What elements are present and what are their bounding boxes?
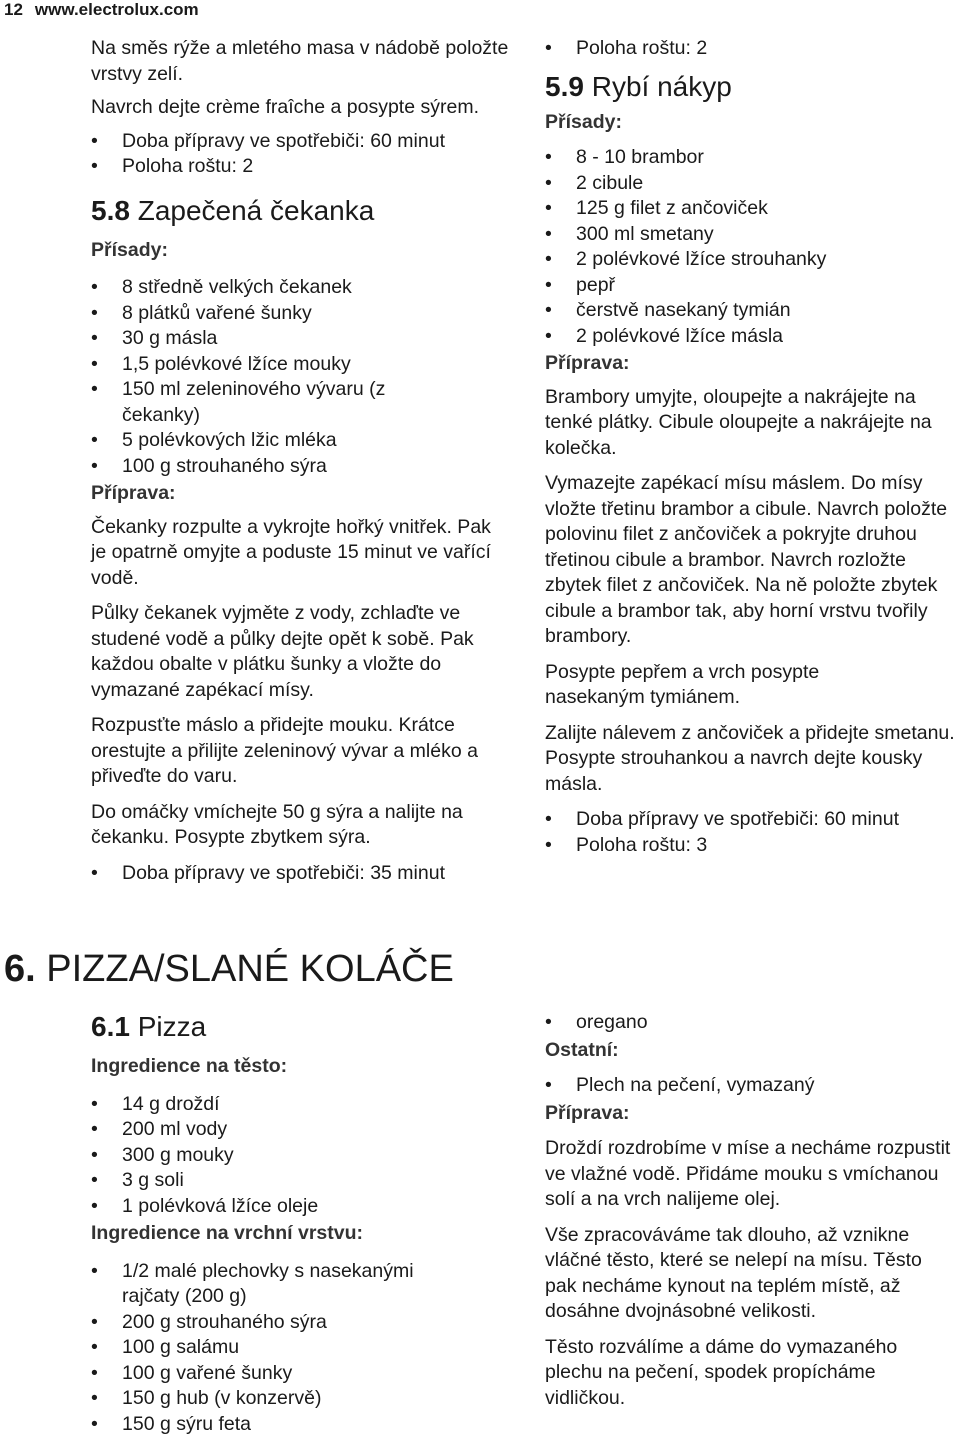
- list-item: • 2 polévkové lžíce másla: [545, 324, 957, 350]
- time-bullets: [545, 807, 957, 858]
- bottom-right-column: [545, 1010, 959, 1421]
- intro-paragraph: Na směs rýže a mletého masa v nádobě položte vrstvy zelí.: [91, 37, 509, 85]
- section-heading: [91, 1010, 526, 1044]
- prep-paragraph: Posypte pepřem a vrch posypte nasekaným tymiánem.: [545, 660, 820, 708]
- list-item: • 2 polévkové lžíce strouhanky: [545, 247, 957, 273]
- list-item: • Doba přípravy ve spotřebiči: 60 minut: [545, 807, 957, 833]
- prep-paragraph: Droždí rozdrobíme v míse a necháme rozpustit ve vlažné vodě. Přidáme mouku s vmíchanou solí a na vrch nalijeme olej.: [545, 1137, 951, 1210]
- top-right-column: [545, 36, 957, 868]
- prep-paragraph: Zalijte nálevem z ančoviček a přidejte smetanu. Posypte strouhankou a navrch dejte kousky másla.: [545, 721, 955, 795]
- bottom-left-column: [91, 1010, 526, 1447]
- list-item: • oregano: [545, 1010, 959, 1036]
- list-item: • čerstvě nasekaný tymián: [545, 298, 957, 324]
- page-number: 12: [4, 0, 23, 19]
- top-left-column: [91, 36, 526, 896]
- list-item: • 100 g strouhaného sýra: [91, 454, 526, 480]
- prep-paragraph: Půlky čekanek vyjměte z vody, zchlaďte ve studené vodě a půlky dejte opět k sobě. Pak každou obalte v plátku šunky a vložte do vymazané zapékací mísy.: [91, 602, 474, 701]
- prep-paragraph: Těsto rozválíme a dáme do vymazaného plechu na pečení, spodek propícháme vidličkou.: [545, 1335, 898, 1409]
- prep-paragraph: Vymazejte zapékací mísu máslem. Do mísy vložte třetinu brambor a cibule. Navrch položte polovinu filet z ančoviček a pokryjte druhou třetinou cibule a brambor. Navrch rozložte zbytek filet z ančoviček. Na ně položte zbytek cibule a brambor tak, aby horní vrstvu tvořily brambory.: [545, 472, 948, 647]
- prep-paragraph: Brambory umyjte, oloupejte a nakrájejte na tenké plátky. Cibule oloupejte a nakrájejte na kolečka.: [545, 385, 932, 459]
- prep-label: Příprava:: [545, 1101, 630, 1124]
- section-title: Rybí nákyp: [591, 70, 732, 102]
- prep-paragraph: Do omáčky vmíchejte 50 g sýra a nalijte na čekanku. Posypte zbytkem sýra.: [91, 800, 463, 848]
- list-item: • 8 plátků vařené šunky: [91, 301, 526, 327]
- chapter-title: PIZZA/SLANÉ KOLÁČE: [46, 948, 454, 990]
- list-item: • 5 polévkových lžic mléka: [91, 428, 526, 454]
- list-item: • 100 g vařené šunky: [91, 1361, 526, 1387]
- list-item: • 100 g salámu: [91, 1335, 526, 1361]
- list-item: • 1,5 polévkové lžíce mouky: [91, 352, 526, 378]
- prep-paragraph: Rozpusťte máslo a přidejte mouku. Krátce orestujte a přilijte zeleninový vývar a mléko a přiveďte do varu.: [91, 714, 478, 787]
- ingredients-list: [545, 145, 957, 349]
- section-number: 6.1: [91, 1011, 130, 1042]
- section-heading: [545, 70, 957, 104]
- list-item: • 2 cibule: [545, 171, 957, 197]
- prep-paragraph: Čekanky rozpulte a vykrojte hořký vnitřek. Pak je opatrně omyjte a poduste 15 minut ve vařící vodě.: [91, 515, 491, 589]
- section-number: 5.8: [91, 194, 130, 226]
- list-item: • Doba přípravy ve spotřebiči: 35 minut: [91, 861, 526, 887]
- site-url: www.electrolux.com: [34, 0, 199, 19]
- chapter-number: 6.: [4, 948, 36, 990]
- prep-paragraph: Vše zpracováváme tak dlouho, až vznikne vláčné těsto, které se nelepí na mísu. Těsto pak necháme kynout na teplém místě, až dosáhne dvojnásobné velikosti.: [545, 1223, 922, 1322]
- section-title: Pizza: [137, 1011, 207, 1042]
- prep-label: Příprava:: [91, 482, 176, 504]
- list-item: • 150 ml zeleninového vývaru (z čekanky): [91, 377, 452, 428]
- list-item: • 300 g mouky: [91, 1143, 526, 1169]
- list-item: • 8 středně velkých čekanek: [91, 275, 526, 301]
- list-item: • 1/2 malé plechovky s nasekanými rajčaty (200 g): [91, 1259, 472, 1310]
- section-title: Zapečená čekanka: [137, 194, 375, 226]
- list-item: • Doba přípravy ve spotřebiči: 60 minut: [91, 129, 526, 155]
- list-item: • 200 ml vody: [91, 1117, 526, 1143]
- other-list: [545, 1073, 959, 1099]
- list-item: • 1 polévková lžíce oleje: [91, 1194, 526, 1220]
- prep-label: Příprava:: [545, 352, 630, 374]
- dough-list: [91, 1092, 526, 1220]
- spice-bullets: [545, 1010, 959, 1036]
- list-item: • Poloha roštu: 2: [91, 154, 526, 180]
- section-number: 5.9: [545, 70, 584, 102]
- rack-bullets: [545, 36, 957, 62]
- ingredients-label: Přísady:: [545, 110, 622, 133]
- list-item: • 300 ml smetany: [545, 222, 957, 248]
- list-item: • 14 g droždí: [91, 1092, 526, 1118]
- list-item: • Plech na pečení, vymazaný: [545, 1073, 959, 1099]
- chapter-heading: [4, 946, 454, 992]
- list-item: • 125 g filet z ančoviček: [545, 196, 957, 222]
- list-item: • 150 g sýru feta: [91, 1412, 526, 1438]
- list-item: • 200 g strouhaného sýra: [91, 1310, 526, 1336]
- time-bullets: [91, 861, 526, 887]
- list-item: • 8 - 10 brambor: [545, 145, 957, 171]
- page-header: [4, 0, 199, 22]
- list-item: • 3 g soli: [91, 1168, 526, 1194]
- other-label: Ostatní:: [545, 1038, 619, 1061]
- list-item: • Poloha roštu: 2: [545, 36, 957, 62]
- dough-label: Ingredience na těsto:: [91, 1055, 288, 1077]
- ingredients-list: [91, 275, 526, 479]
- list-item: • Poloha roštu: 3: [545, 833, 957, 859]
- section-heading: [91, 194, 526, 228]
- topping-list: [91, 1259, 526, 1438]
- list-item: • 150 g hub (v konzervě): [91, 1386, 526, 1412]
- list-item: • 30 g másla: [91, 326, 526, 352]
- list-item: • pepř: [545, 273, 957, 299]
- intro-bullets: [91, 129, 526, 180]
- ingredients-label: Přísady:: [91, 238, 168, 261]
- intro-paragraph: Navrch dejte crème fraîche a posypte sýrem.: [91, 96, 479, 118]
- topping-label: Ingredience na vrchní vrstvu:: [91, 1222, 364, 1244]
